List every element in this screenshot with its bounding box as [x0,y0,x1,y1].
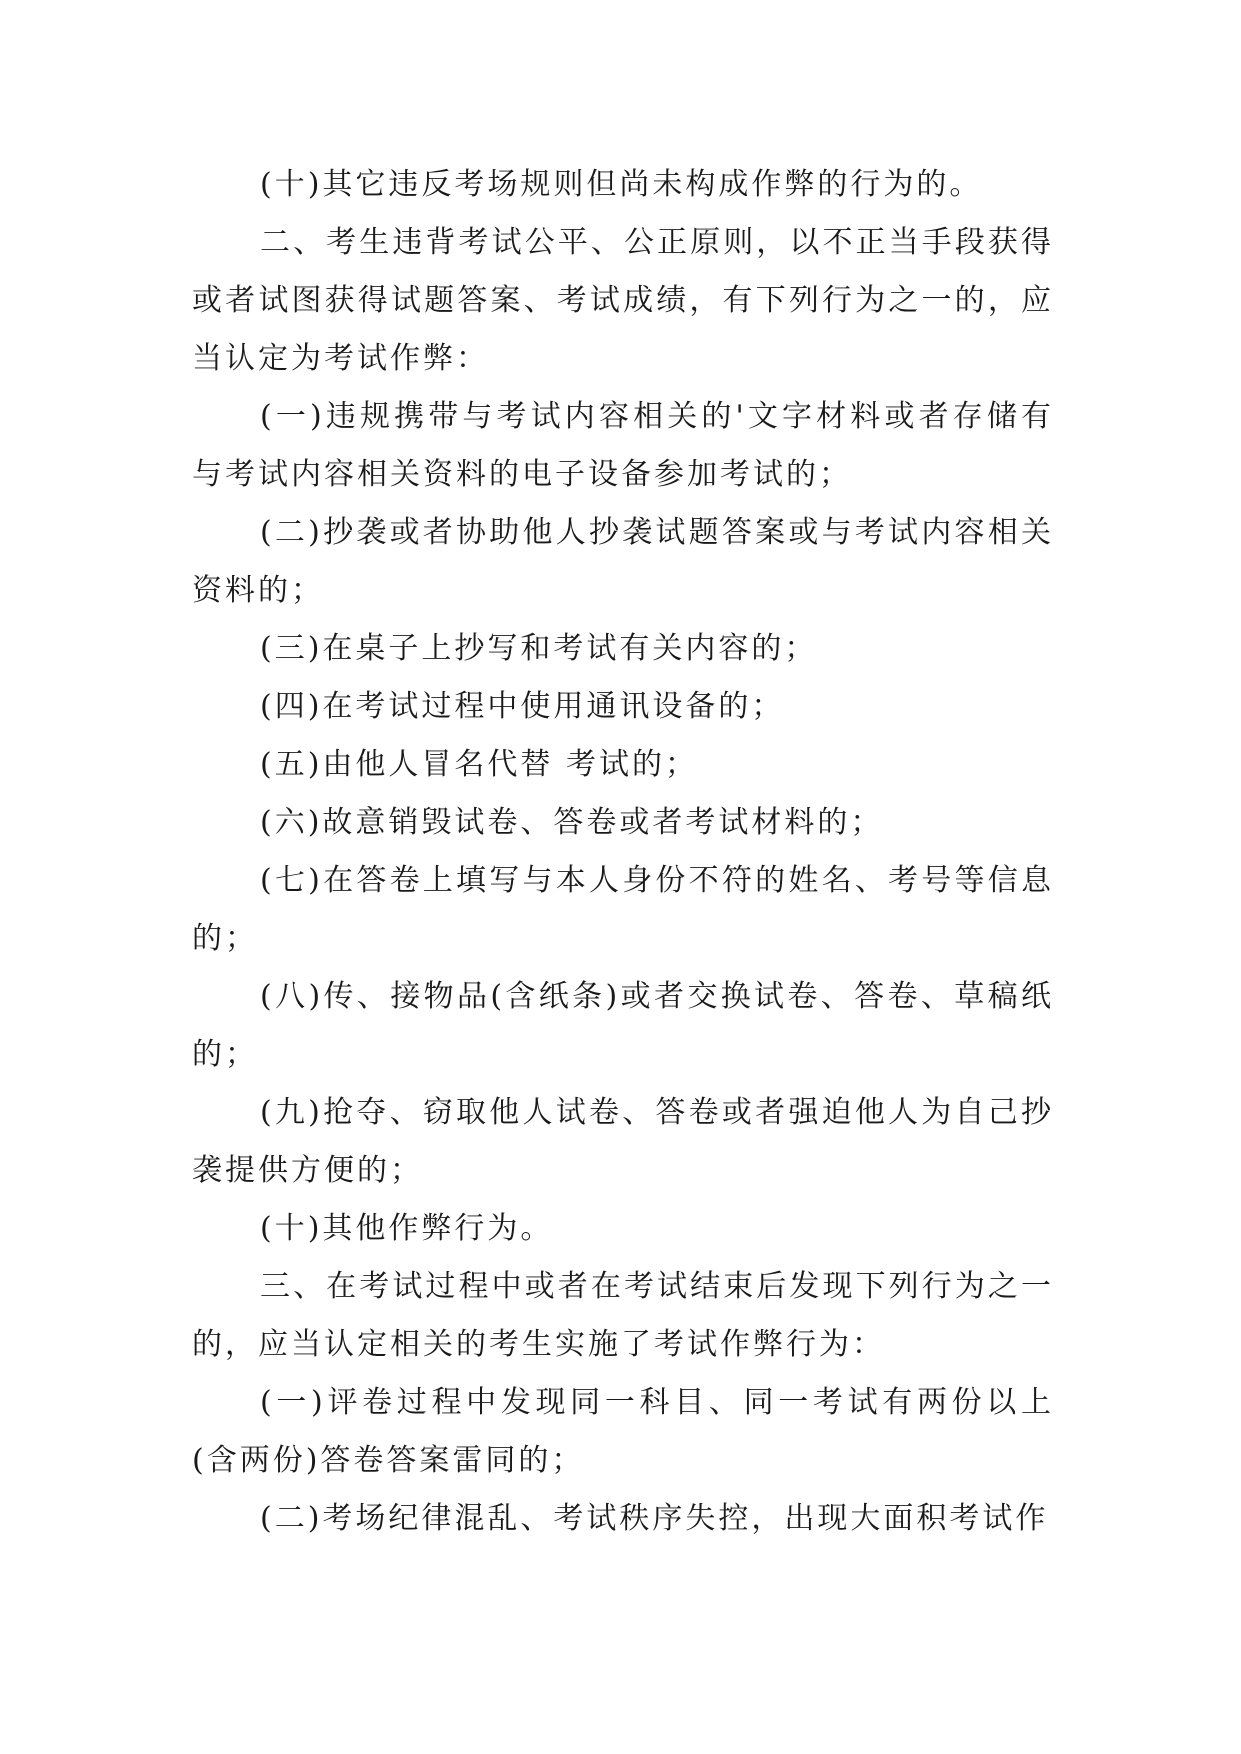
paragraph-3: (一)违规携带与考试内容相关的'文字材料或者存储有与考试内容相关资料的电子设备参加考试的； [192,399,1054,492]
paragraph-5: (三)在桌子上抄写和考试有关内容的； [260,631,818,666]
paragraph-11: (九)抢夺、窃取他人试卷、答卷或者强迫他人为自己抄袭提供方便的； [192,1095,1054,1188]
paragraph-1: (十)其它违反考场规则但尚未构成作弊的行为的。 [260,167,983,202]
paragraph-6: (四)在考试过程中使用通讯设备的； [260,689,785,724]
paragraph-12: (十)其他作弊行为。 [260,1211,554,1246]
paragraph-8: (六)故意销毁试卷、答卷或者考试材料的； [260,805,884,840]
paragraph-15: (二)考场纪律混乱、考试秩序失控，出现大面积考试作 [260,1501,1049,1536]
paragraph-14: (一)评卷过程中发现同一科目、同一考试有两份以上(含两份)答卷答案雷同的； [192,1385,1054,1478]
paragraph-2: 二、考生违背考试公平、公正原则，以不正当手段获得或者试图获得试题答案、考试成绩，有下列行为之一的，应当认定为考试作弊： [192,225,1054,376]
paragraph-13: 三、在考试过程中或者在考试结束后发现下列行为之一的，应当认定相关的考生实施了考试作弊行为： [192,1269,1054,1362]
document-body [192,156,1054,1548]
paragraph-4: (二)抄袭或者协助他人抄袭试题答案或与考试内容相关资料的； [192,515,1054,608]
paragraph-10: (八)传、接物品(含纸条)或者交换试卷、答卷、草稿纸的； [192,979,1054,1072]
paragraph-9: (七)在答卷上填写与本人身份不符的姓名、考号等信息的； [192,863,1054,956]
paragraph-7: (五)由他人冒名代替 考试的； [260,747,698,782]
